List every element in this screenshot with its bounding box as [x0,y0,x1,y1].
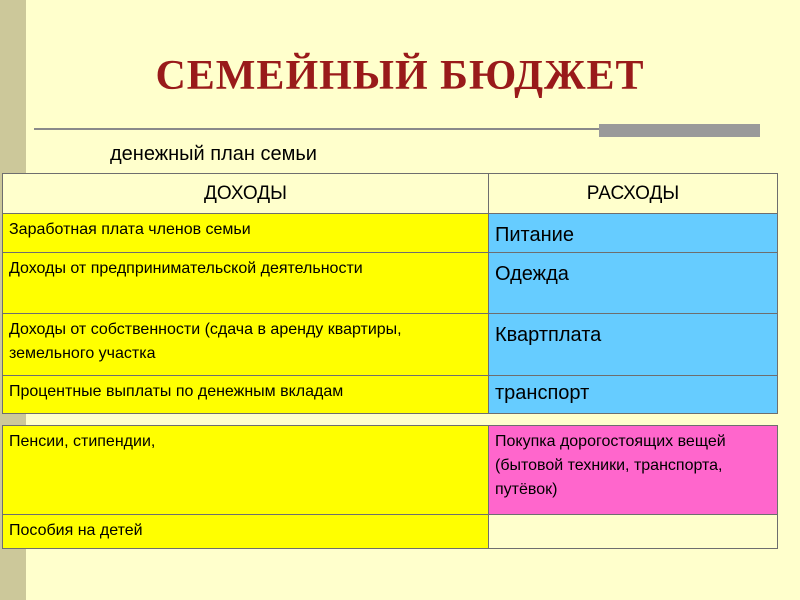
income-cell: Доходы от предпринимательской деятельности [3,253,489,314]
empty-cell [489,515,778,549]
table-row [3,253,778,314]
table-header-row [3,174,778,214]
table-row [3,376,778,414]
income-cell: Пособия на детей [3,515,489,549]
income-cell: Заработная плата членов семьи [3,214,489,253]
table-row [3,214,778,253]
extra-budget-table [2,425,778,549]
expense-cell: Одежда [489,253,778,314]
table-row [3,426,778,515]
title-divider-block [599,124,760,137]
table-row [3,515,778,549]
budget-table [2,173,778,414]
page-title: СЕМЕЙНЫЙ БЮДЖЕТ [155,53,645,99]
expense-cell: Питание [489,214,778,253]
header-expenses: РАСХОДЫ [489,174,778,214]
income-cell: Пенсии, стипендии, [3,426,489,515]
page-subtitle: денежный план семьи [110,143,317,165]
header-income: ДОХОДЫ [3,174,489,214]
income-cell: Доходы от собственности (сдача в аренду квартиры, земельного участка [3,314,489,376]
expense-cell: Квартплата [489,314,778,376]
income-cell: Процентные выплаты по денежным вкладам [3,376,489,414]
expense-cell: Покупка дорогостоящих вещей (бытовой техники, транспорта, путёвок) [489,426,778,515]
expense-cell: транспорт [489,376,778,414]
table-row [3,314,778,376]
